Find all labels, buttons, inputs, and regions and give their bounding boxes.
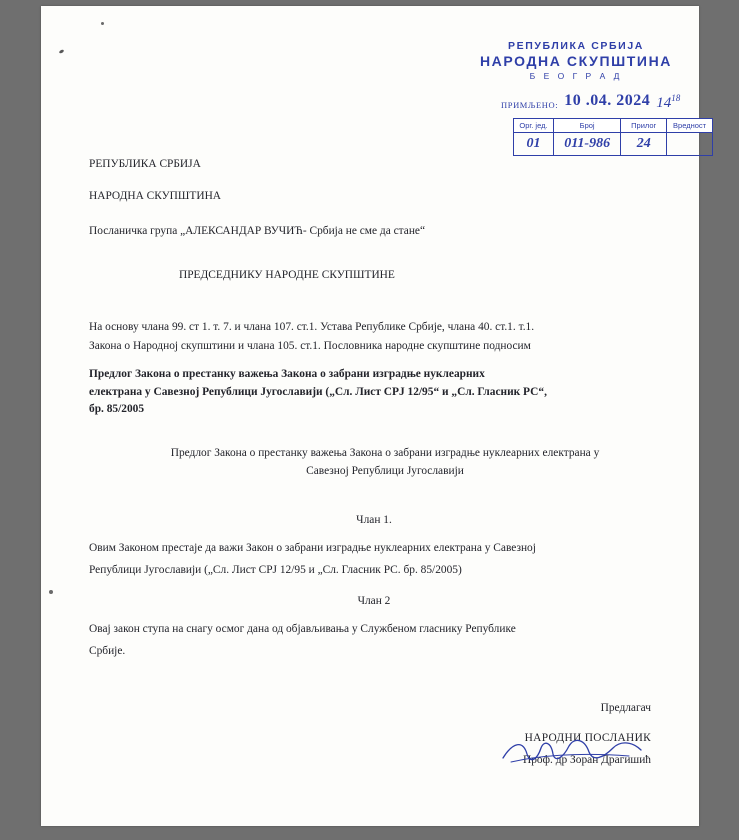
signature-name: Проф. др Зоран Драгишић [523,753,651,766]
stamp-republic-line: РЕПУБЛИКА СРБИЈА [508,40,644,52]
stamp-received-handwriting: $14^{18}$ [656,93,681,111]
scan-artifact-speck [101,22,104,25]
proposal-bold-paragraph [89,366,659,419]
document-page [41,6,707,826]
stamp-header-org: Орг. јед. [514,119,554,133]
scan-artifact-speck [49,590,53,594]
article-1-heading: Члан 1. [356,514,392,527]
stamp-city-line: Б Е О Г Р А Д [529,71,623,81]
legal-basis-line-1: На основу члана 99. ст 1. т. 7. и члана 107. ст.1. Устава Републике Србије, члана 40. ст.1. т.1. [89,320,535,333]
proposal-bold-line-3: бр. 85/2005 [89,403,145,416]
stamp-table-header-row [514,119,713,133]
stamp-received-row [471,91,681,110]
law-title-line-1: Предлог Закона о престанку важења Закона о забрани изградње нуклеарних електрана у [170,447,600,460]
law-title-block [125,445,645,480]
signature-proposer-label: Предлагач [600,702,651,715]
legal-basis-line-2: Закона о Народној скупштини и члана 105. ст.1. Пословника народне скупштине подносим [89,340,531,353]
stamp-header-attachment: Прилог [621,119,667,133]
stamp-value-number: 011-986 [553,133,620,156]
proposal-bold-line-2: електрана у Савезној Републици Југославији („Сл. Лист СРЈ 12/95“ и „Сл. Гласник РС“, [89,385,547,398]
stamp-value-org: 01 [514,133,554,156]
article-2-text-line-1: Овај закон ступа на снагу осмог дана од објављивања у Службеном гласнику Републике [89,623,516,636]
stamp-header-value: Вредност [667,119,713,133]
assembly-heading: НАРОДНА СКУПШТИНА [89,189,222,202]
stamp-header-number: Број [553,119,620,133]
signature-block [89,700,659,769]
signature-role-label: НАРОДНИ ПОСЛАНИК [524,732,651,745]
document-body [89,156,659,769]
stamp-received-date: 10 .04. 2024 [564,92,651,109]
stamp-value-attachment: 24 [621,133,667,156]
signature-name-wrapper [523,752,651,770]
stamp-received-label: ПРИМЉЕНО: [501,100,559,110]
article-1-text-line-1: Овим Законом престаје да важи Закон о забрани изградње нуклеарних електрана у Савезној [89,542,536,555]
proposal-bold-line-1: Предлог Закона о престанку важења Закона о забрани изградње нуклеарних [89,368,485,381]
reception-stamp [471,40,707,156]
scan-artifact-speck [59,49,65,54]
stamp-value-value [667,133,713,156]
addressee-line: ПРЕДСЕДНИКУ НАРОДНЕ СКУПШТИНЕ [179,269,395,282]
law-title-line-2: Савезној Републици Југославији [306,464,464,477]
legal-basis-paragraph [89,319,659,356]
article-2-heading: Члан 2 [357,595,391,608]
stamp-registry-table [513,118,713,156]
article-2-text-line-2: Србије. [89,644,126,657]
stamp-table-value-row [514,133,713,156]
parliamentary-group-line: Посланичка група „АЛЕКСАНДАР ВУЧИЋ- Србија не сме да стане“ [89,225,426,238]
stamp-assembly-line: НАРОДНА СКУПШТИНА [479,53,673,69]
republic-heading: РЕПУБЛИКА СРБИЈА [89,158,201,170]
article-1-text-line-2: Републици Југославији („Сл. Лист СРЈ 12/95 и „Сл. Гласник РС. бр. 85/2005) [89,563,462,576]
